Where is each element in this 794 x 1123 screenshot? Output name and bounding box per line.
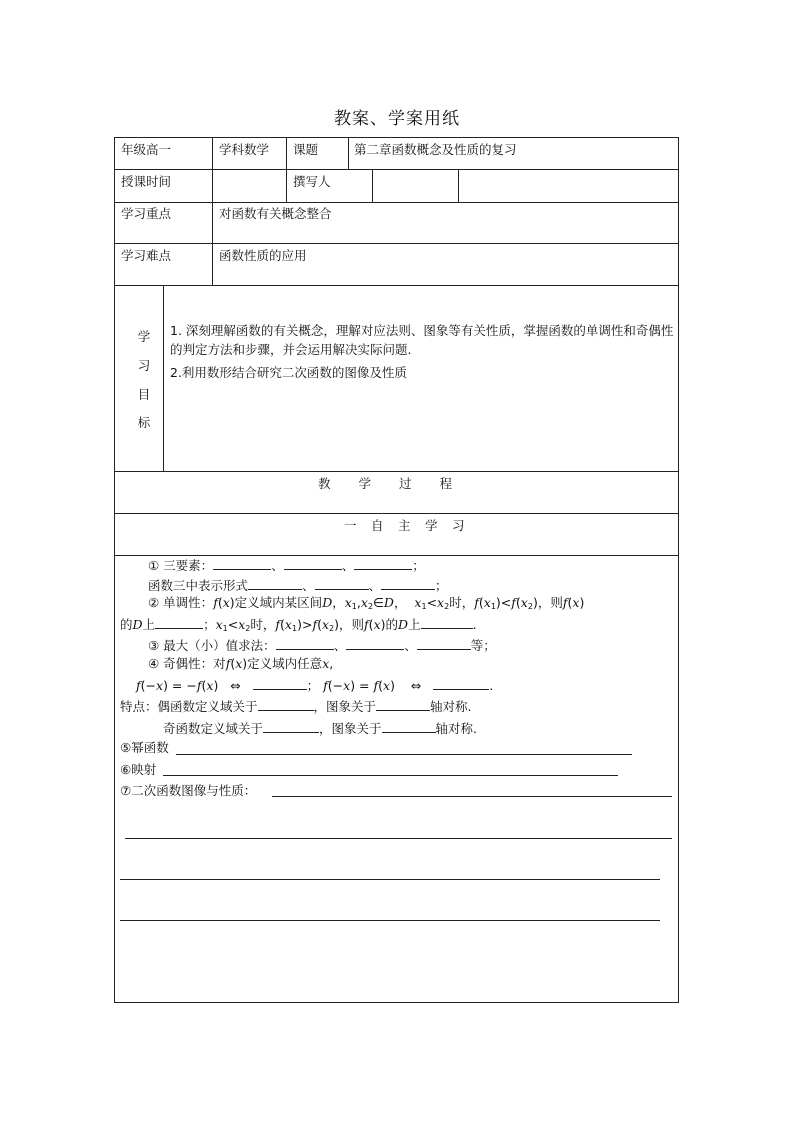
answer-line: [120, 920, 660, 921]
row-divider: [114, 285, 679, 286]
time-label: 授课时间: [121, 174, 172, 189]
blank: [382, 720, 436, 733]
monotonicity-line-2: 的D上 ；$x_1<x_2$时，$f(x_1)>f(x_2)$，则f(x)的D上 .: [120, 617, 477, 633]
col-divider: [372, 169, 373, 202]
blank: [276, 637, 334, 650]
grade-cell: 年级高一: [121, 142, 172, 157]
row-divider: [114, 202, 679, 203]
blank: [263, 720, 319, 733]
odd-feature-line: 奇函数定义域关于 ，图象关于 轴对称.: [163, 721, 478, 736]
col-divider: [286, 137, 287, 202]
answer-line: [272, 796, 672, 797]
row-divider: [114, 169, 679, 170]
blank: [315, 577, 369, 590]
col-divider: [163, 285, 164, 471]
row-divider: [114, 555, 679, 556]
blank: [213, 557, 271, 570]
col-divider: [458, 169, 459, 202]
col-divider: [348, 137, 349, 169]
row-divider: [114, 471, 679, 472]
goal-item-1: 1. 深刻理解函数的有关概念，理解对应法则、图象等有关性质，掌握函数的单调性和奇偶性的判定方法和步骤，并会运用解决实际问题.: [170, 323, 674, 357]
answer-line: [125, 838, 672, 839]
answer-line: [120, 879, 660, 880]
goals-label-char: 目: [137, 387, 151, 402]
difficulty-label: 学习难点: [121, 248, 172, 263]
blank: [284, 557, 342, 570]
extreme-value-line: ③ 最大（小）值求法： 、 、 等；: [148, 638, 496, 653]
mapping-label: ⑥映射: [120, 762, 157, 777]
blank: [253, 677, 307, 690]
row-divider: [114, 513, 679, 514]
item-label: ④ 奇偶性：对: [148, 656, 226, 671]
topic-value: 第二章函数概念及性质的复习: [354, 142, 517, 157]
process-title: 教 学 过 程: [318, 476, 454, 491]
representation-line: 函数三中表示形式 、 、 ；: [148, 578, 448, 593]
row-divider: [114, 243, 679, 244]
blank: [155, 616, 203, 629]
three-elements-line: ① 三要素： 、 、 ；: [148, 558, 425, 573]
author-label: 撰写人: [293, 174, 331, 189]
blank: [248, 577, 302, 590]
col-divider: [212, 137, 213, 285]
blank: [354, 557, 412, 570]
answer-line: [176, 754, 632, 755]
monotonicity-line: ② 单调性：f(x)定义域内某区间D，$x_1,x_2\in D$， $x_1<x_2$时，$f(x_1)<f(x_2)$，则f(x): [148, 595, 585, 611]
blank: [433, 677, 489, 690]
page-title: 教案、学案用纸: [334, 109, 460, 129]
goals-label-char: 习: [137, 358, 151, 373]
item-label: ② 单调性：: [148, 595, 214, 610]
focus-label: 学习重点: [121, 206, 172, 221]
subject-cell: 学科数学: [219, 142, 270, 157]
self-study-title: 一 自 主 学 习: [344, 518, 466, 533]
difficulty-value: 函数性质的应用: [219, 248, 307, 263]
item-label: ③ 最大（小）值求法：: [148, 638, 276, 653]
parity-formula-line: f(−x) = −f(x) ⇔ ； f(−x) = f(x) ⇔ .: [136, 678, 494, 693]
blank: [258, 698, 314, 711]
even-feature-line: 特点：偶函数定义域关于 ，图象关于 轴对称.: [120, 699, 472, 714]
blank: [417, 637, 471, 650]
item-label: 函数三中表示形式: [148, 578, 249, 593]
power-function-label: ⑤幂函数: [120, 740, 169, 755]
goals-label-char: 标: [137, 415, 151, 430]
parity-line: ④ 奇偶性：对f(x)定义域内任意x,: [148, 656, 334, 671]
goals-label-char: 学: [137, 329, 151, 344]
goal-item-2: 2.利用数形结合研究二次函数的图像及性质: [170, 365, 407, 380]
quadratic-label: ⑦二次函数图像与性质：: [120, 783, 257, 798]
focus-value: 对函数有关概念整合: [219, 206, 332, 221]
blank: [421, 616, 473, 629]
answer-line: [163, 775, 618, 776]
blank: [376, 698, 430, 711]
item-label: ① 三要素：: [148, 558, 214, 573]
blank: [346, 637, 404, 650]
blank: [381, 577, 435, 590]
topic-label: 课题: [293, 142, 319, 157]
